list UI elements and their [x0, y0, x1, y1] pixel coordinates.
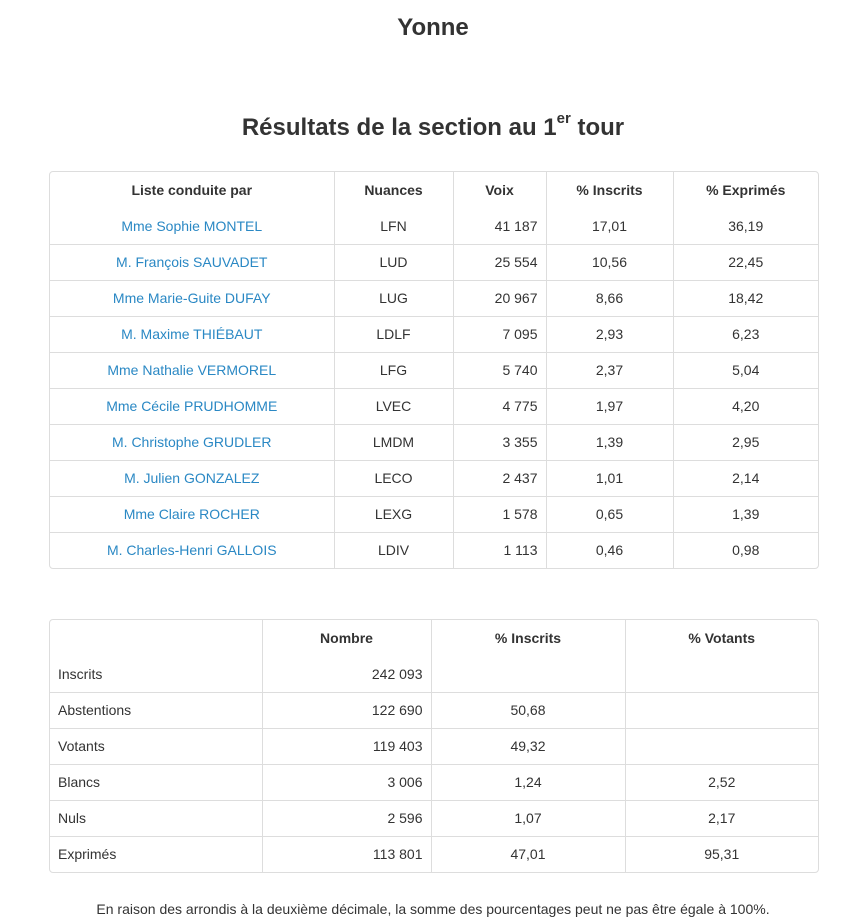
voix-cell: 41 187: [453, 208, 546, 244]
candidate-link[interactable]: M. Charles-Henri GALLOIS: [106, 542, 277, 559]
table-row: [50, 764, 818, 800]
summary-label: Blancs: [50, 764, 262, 800]
pct-exprimes-cell: 2,14: [673, 460, 818, 496]
voix-cell: 4 775: [453, 388, 546, 424]
candidate-link[interactable]: Mme Marie-Guite DUFAY: [112, 290, 271, 306]
pct-inscrits-cell: 17,01: [546, 208, 673, 244]
summary-label: Inscrits: [58, 665, 103, 682]
pct-inscrits-cell: 47,01: [431, 836, 625, 872]
pct-votants-cell: 95,31: [625, 836, 818, 872]
voix-cell: 7 095: [453, 316, 546, 352]
summary-label: Nuls: [50, 800, 262, 836]
candidate-link[interactable]: M. Maxime THIÉBAUT: [121, 326, 263, 342]
table-row: [50, 836, 818, 872]
pct-inscrits-cell: 0,46: [546, 532, 673, 568]
section-title-sup: er: [556, 110, 571, 127]
candidate-link[interactable]: Mme Claire ROCHER: [123, 506, 260, 522]
pct-votants-cell: 2,52: [625, 764, 818, 800]
header-nombre: Nombre: [262, 620, 431, 656]
section-title-suffix: tour: [570, 114, 625, 141]
table-row: [50, 244, 818, 280]
pct-inscrits-cell: 1,97: [546, 388, 673, 424]
voix-cell: 20 967: [453, 280, 546, 316]
voix-cell: 2 437: [453, 460, 546, 496]
summary-label: Exprimés: [50, 836, 262, 872]
pct-exprimes-cell: 4,20: [673, 388, 818, 424]
region-title: Yonne: [397, 14, 469, 41]
pct-votants-cell: [625, 728, 818, 764]
pct-exprimes-cell: 22,45: [673, 244, 818, 280]
nombre-cell: 3 006: [262, 764, 431, 800]
pct-votants-cell: [625, 656, 818, 692]
pct-inscrits-cell: 0,65: [546, 496, 673, 532]
pct-inscrits-cell: 1,07: [431, 800, 625, 836]
nuance-cell: LFG: [334, 352, 453, 388]
pct-inscrits-cell: 1,39: [546, 424, 673, 460]
table-row: [50, 728, 818, 764]
pct-inscrits-cell: 2,37: [546, 352, 673, 388]
table-row: [50, 388, 818, 424]
pct-exprimes-cell: 18,42: [673, 280, 818, 316]
candidate-link[interactable]: M. François SAUVADET: [116, 254, 268, 270]
header-liste: Liste conduite par: [131, 182, 253, 198]
header-pct-votants: % Votants: [625, 620, 818, 656]
pct-inscrits-cell: 2,93: [546, 316, 673, 352]
table-row: [50, 496, 818, 532]
candidate-link[interactable]: Mme Sophie MONTEL: [121, 217, 263, 234]
nombre-cell: 2 596: [262, 800, 431, 836]
summary-header-row: [50, 620, 818, 656]
header-empty: [50, 620, 262, 656]
voix-cell: 25 554: [453, 244, 546, 280]
candidate-link[interactable]: Mme Cécile PRUDHOMME: [106, 398, 278, 414]
header-nuances: Nuances: [334, 172, 453, 208]
candidate-link[interactable]: Mme Nathalie VERMOREL: [107, 362, 277, 378]
header-voix: Voix: [453, 172, 546, 208]
pct-exprimes-cell: 6,23: [673, 316, 818, 352]
nuance-cell: LMDM: [334, 424, 453, 460]
table-row: [50, 692, 818, 728]
voix-cell: 3 355: [453, 424, 546, 460]
table-row: [50, 208, 818, 244]
rounding-footnote: En raison des arrondis à la deuxième décimale, la somme des pourcentages peut ne pas être égale à 100%.: [96, 901, 770, 917]
candidate-link[interactable]: M. Christophe GRUDLER: [112, 434, 272, 450]
pct-inscrits-cell: 8,66: [546, 280, 673, 316]
table-row: [50, 352, 818, 388]
table-row: [50, 800, 818, 836]
candidate-link[interactable]: M. Julien GONZALEZ: [124, 470, 260, 486]
nuance-cell: LUG: [334, 280, 453, 316]
voix-cell: 1 578: [453, 496, 546, 532]
nuance-cell: LUD: [334, 244, 453, 280]
table-row: [50, 656, 818, 692]
table-row: [50, 280, 818, 316]
participation-summary-table: [49, 619, 819, 873]
nombre-cell: 119 403: [262, 728, 431, 764]
pct-exprimes-cell: 0,98: [673, 532, 818, 568]
header-pct-inscrits: % Inscrits: [546, 172, 673, 208]
nuance-cell: LFN: [334, 208, 453, 244]
nuance-cell: LECO: [334, 460, 453, 496]
pct-exprimes-cell: 1,39: [673, 496, 818, 532]
lists-results-table: [49, 171, 819, 569]
nuance-cell: LDIV: [334, 532, 453, 568]
nuance-cell: LEXG: [334, 496, 453, 532]
lists-header-row: [50, 172, 818, 208]
nombre-cell: 113 801: [262, 836, 431, 872]
pct-inscrits-cell: 10,56: [546, 244, 673, 280]
table-row: [50, 460, 818, 496]
pct-inscrits-cell: 50,68: [431, 692, 625, 728]
table-row: [50, 424, 818, 460]
pct-inscrits-cell: 1,01: [546, 460, 673, 496]
pct-exprimes-cell: 2,95: [673, 424, 818, 460]
summary-label: Votants: [50, 728, 262, 764]
section-title-prefix: Résultats de la section au 1: [241, 114, 557, 141]
pct-inscrits-cell: [431, 656, 625, 692]
pct-votants-cell: [625, 692, 818, 728]
voix-cell: 1 113: [453, 532, 546, 568]
table-row: [50, 316, 818, 352]
pct-exprimes-cell: 5,04: [673, 352, 818, 388]
nuance-cell: LDLF: [334, 316, 453, 352]
table-row: [50, 532, 818, 568]
nombre-cell: 122 690: [262, 692, 431, 728]
pct-inscrits-cell: 49,32: [431, 728, 625, 764]
pct-inscrits-cell: 1,24: [431, 764, 625, 800]
nuance-cell: LVEC: [334, 388, 453, 424]
pct-exprimes-cell: 36,19: [673, 208, 818, 244]
pct-votants-cell: 2,17: [625, 800, 818, 836]
header-pct-exprimes: % Exprimés: [673, 172, 818, 208]
section-title: [0, 110, 843, 142]
voix-cell: 5 740: [453, 352, 546, 388]
header-pct-inscrits: % Inscrits: [431, 620, 625, 656]
summary-label: Abstentions: [50, 692, 262, 728]
nombre-cell: 242 093: [262, 656, 431, 692]
